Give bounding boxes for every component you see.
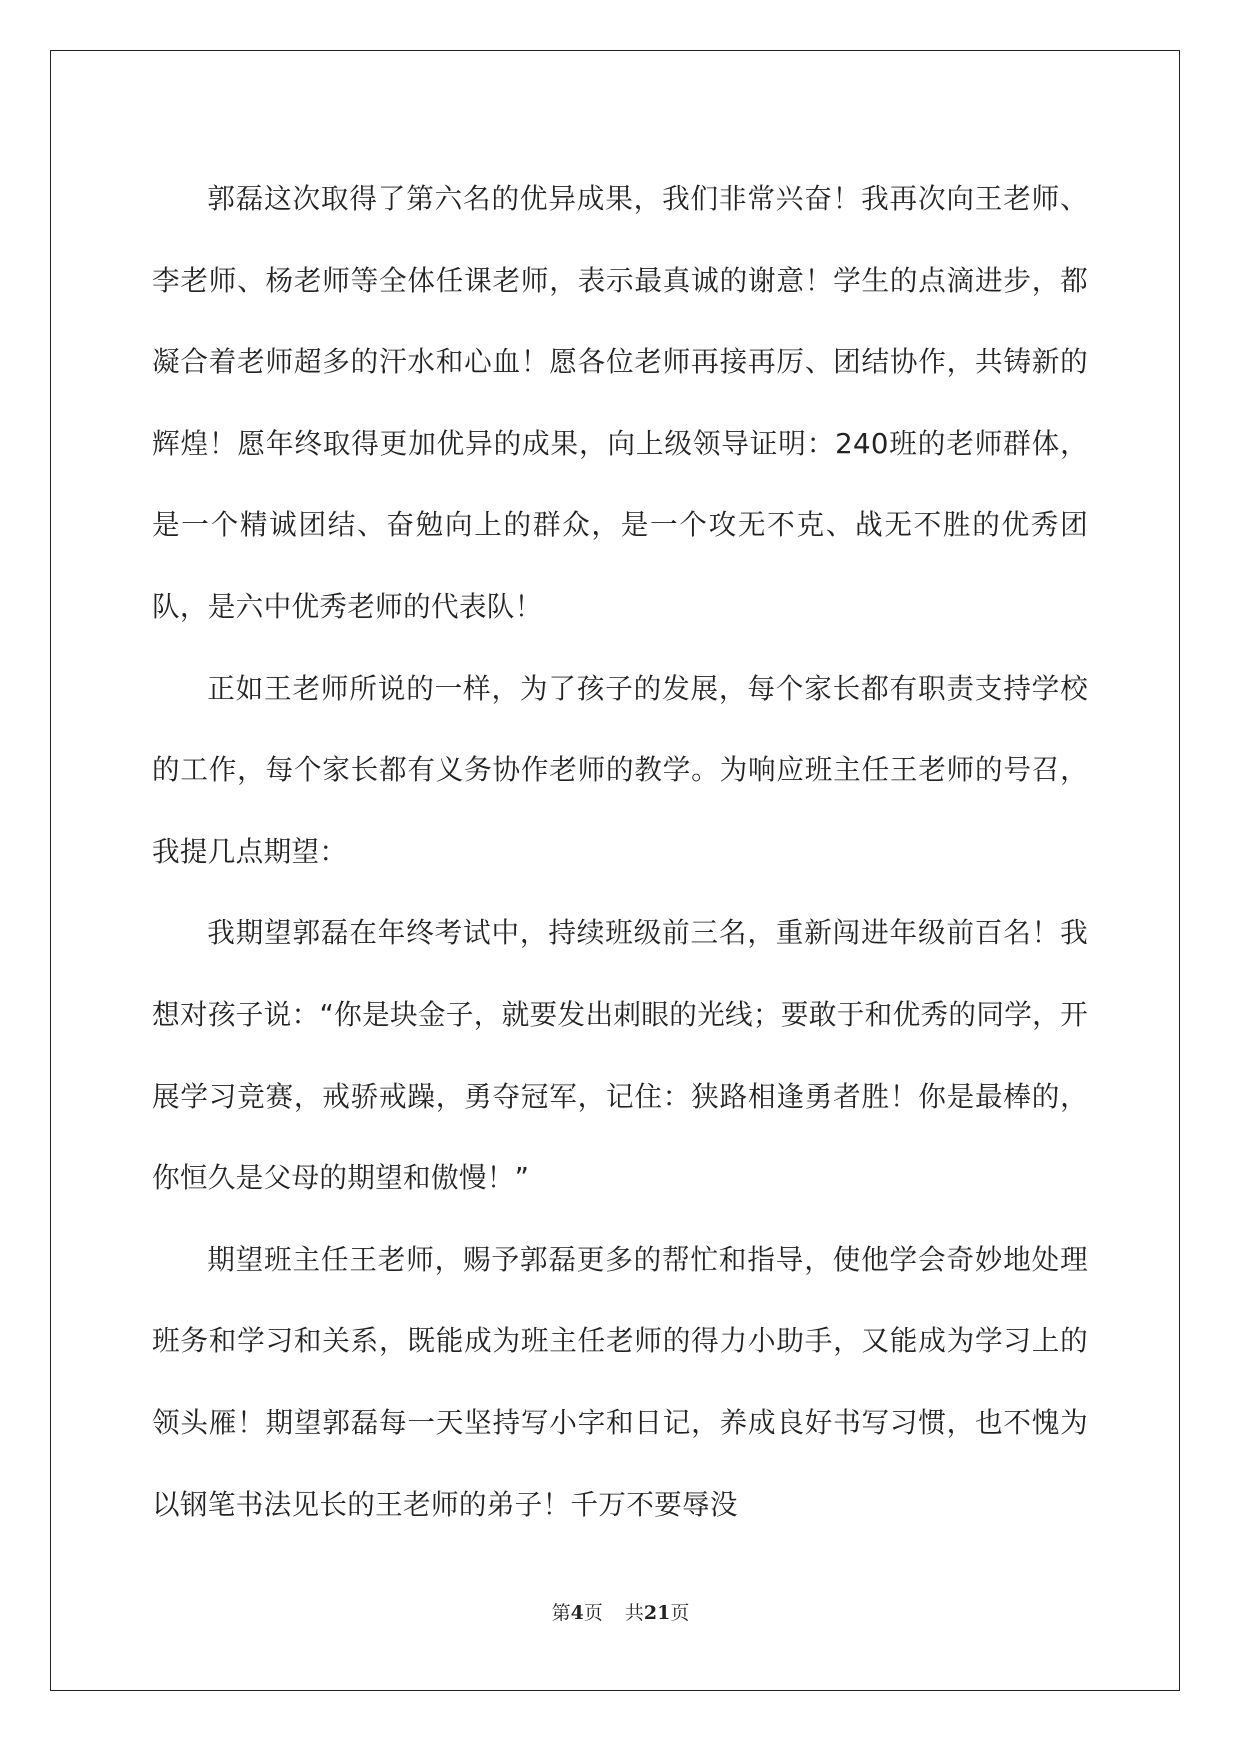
total-pages: 21	[643, 1602, 671, 1624]
paragraph-1: 郭磊这次取得了第六名的优异成果，我们非常兴奋！我再次向王老师、李老师、杨老师等全体任课老师，表示最真诚的谢意！学生的点滴进步，都凝合着老师超多的汗水和心血！愿各位老师再接再厉、团结协作，共铸新的辉煌！愿年终取得更加优异的成果，向上级领导证明：240班的老师群体，是一个精诚团结、奋勉向上的群众，是一个攻无不克、战无不胜的优秀团队，是六中优秀老师的代表队！	[152, 182, 1088, 623]
paragraph-3: 我期望郭磊在年终考试中，持续班级前三名，重新闯进年级前百名！我想对孩子说：“你是块金子，就要发出刺眼的光线；要敢于和优秀的同学，开展学习竞赛，戒骄戒躁，勇夺冠军，记住：狭路相逢勇者胜！你是最棒的，你恒久是父母的期望和傲慢！”	[152, 916, 1088, 1195]
page-number: 4	[570, 1602, 584, 1624]
document-body	[152, 158, 1088, 1545]
total-suffix: 页	[670, 1602, 690, 1624]
page-prefix: 第	[551, 1602, 571, 1624]
paragraph-4: 期望班主任王老师，赐予郭磊更多的帮忙和指导，使他学会奇妙地处理班务和学习和关系，既能成为班主任老师的得力小助手，又能成为学习上的领头雁！期望郭磊每一天坚持写小字和日记，养成良好书写习惯，也不愧为以钢笔书法见长的王老师的弟子！千万不要辱没	[152, 1242, 1088, 1521]
page-footer	[0, 1598, 1241, 1625]
total-prefix: 共	[624, 1602, 644, 1624]
paragraph-2: 正如王老师所说的一样，为了孩子的发展，每个家长都有职责支持学校的工作，每个家长都有义务协作老师的教学。为响应班主任王老师的号召，我提几点期望：	[152, 671, 1088, 868]
page-suffix: 页	[583, 1602, 603, 1624]
